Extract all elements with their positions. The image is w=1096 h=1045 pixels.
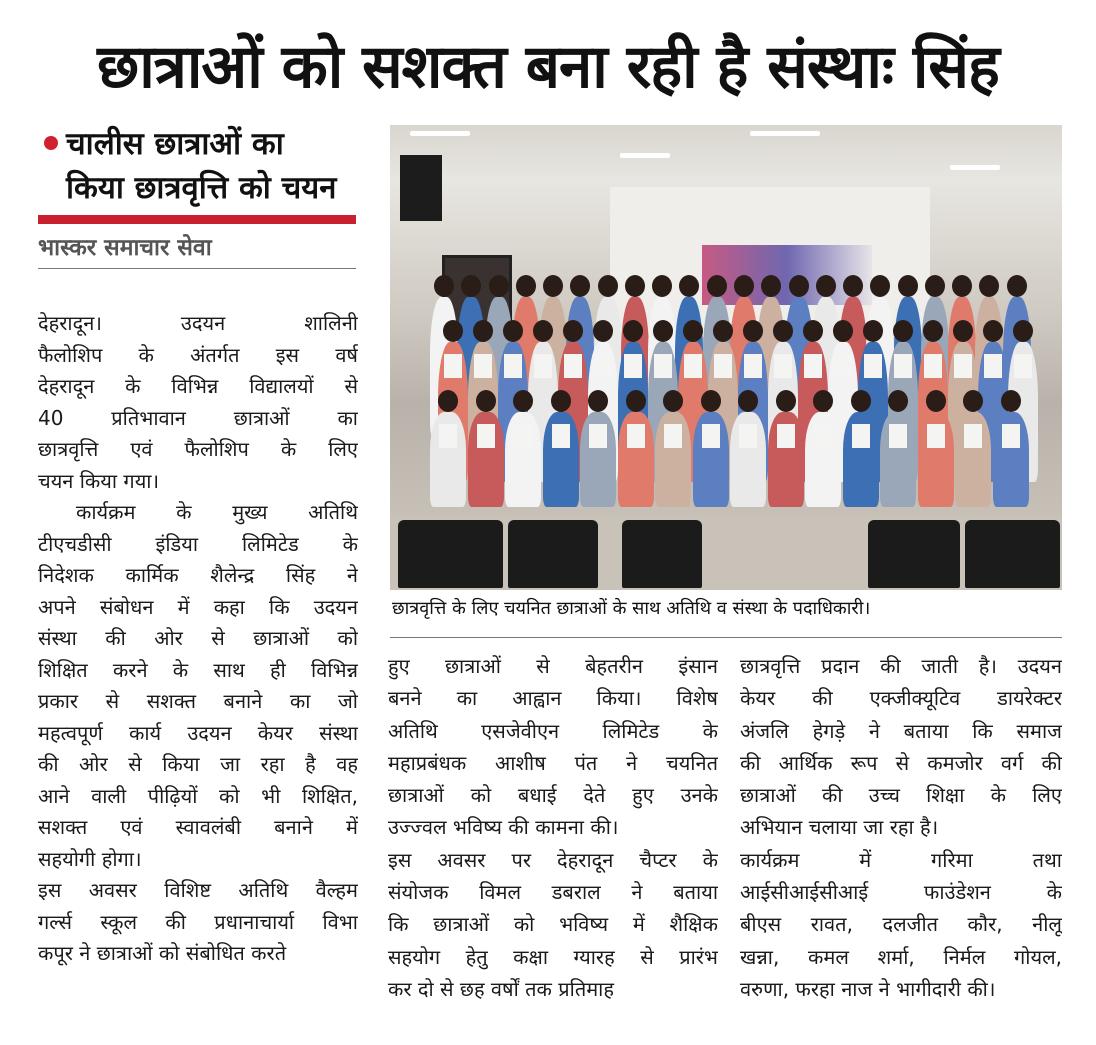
article-line: टीएचडीसी इंडिया लिमिटेड के <box>38 531 358 556</box>
head <box>926 390 946 412</box>
article-line: आने वाली पीढ़ियों को भी शिक्षित, <box>38 783 358 808</box>
ceiling-light <box>620 153 670 158</box>
head <box>434 275 454 297</box>
article-line: महाप्रबंधक आशीष पंत ने चयनित <box>388 750 718 775</box>
certificate <box>894 354 912 378</box>
certificate <box>594 354 612 378</box>
head <box>893 320 913 342</box>
head <box>843 275 863 297</box>
head <box>461 275 481 297</box>
head <box>707 275 727 297</box>
ceiling-light <box>950 165 1000 170</box>
subheadline <box>66 122 358 210</box>
head <box>953 320 973 342</box>
article-line: इस अवसर पर देहरादून चैप्टर के <box>388 847 718 872</box>
certificate <box>984 354 1002 378</box>
article-line: कार्यक्रम के मुख्य अतिथि <box>76 500 358 524</box>
article-line: सशक्त एवं स्वावलंबी बनाने में <box>38 815 358 839</box>
head <box>979 275 999 297</box>
head <box>738 390 758 412</box>
speaker <box>400 155 442 221</box>
article-line: देहरादून। उदयन शालिनी <box>38 311 358 335</box>
article-line: कार्यक्रम में गरिमा तथा <box>740 847 1062 872</box>
certificate <box>439 424 457 448</box>
head <box>543 275 563 297</box>
article-line: सहयोगी होगा। <box>38 846 142 871</box>
certificate <box>889 424 907 448</box>
head <box>701 390 721 412</box>
article-line: अंजलि हेगड़े ने बताया कि समाज <box>740 718 1062 743</box>
certificate <box>744 354 762 378</box>
accent-divider <box>38 215 356 224</box>
certificate <box>927 424 945 448</box>
chair <box>965 520 1060 588</box>
head <box>816 275 836 297</box>
head <box>563 320 583 342</box>
head <box>870 275 890 297</box>
head <box>1013 320 1033 342</box>
certificate <box>739 424 757 448</box>
byline: भास्कर समाचार सेवा <box>38 235 212 261</box>
ceiling-light <box>750 131 820 136</box>
head <box>489 275 509 297</box>
article-line: गर्ल्स स्कूल की प्रधानाचार्या विभा <box>38 909 358 934</box>
photo-caption: छात्रवृत्ति के लिए चयनित छात्राओं के साथ अतिथि व संस्था के पदाधिकारी। <box>392 598 871 619</box>
head <box>623 320 643 342</box>
certificate <box>964 424 982 448</box>
head <box>1007 275 1027 297</box>
article-column-1 <box>38 308 358 970</box>
head <box>570 275 590 297</box>
chair <box>508 520 598 588</box>
head <box>761 275 781 297</box>
article-line: की आर्थिक रूप से कमजोर वर्ग की <box>740 750 1062 775</box>
head <box>743 320 763 342</box>
head <box>963 390 983 412</box>
article-line: सहयोग हेतु कक्षा ग्यारह से प्रारंभ <box>388 944 718 969</box>
article-line: इस अवसर विशिष्ट अतिथि वैल्हम <box>38 878 358 902</box>
article-line: छात्रवृत्ति प्रदान की जाती है। उदयन <box>740 654 1062 678</box>
article-line: शिक्षित करने के साथ ही विभिन्न <box>38 657 358 682</box>
head <box>833 320 853 342</box>
certificate <box>864 354 882 378</box>
article-line: आईसीआईसीआई फाउंडेशन के <box>740 880 1062 905</box>
article-line: प्रकार से सशक्त बनाने का जो <box>38 689 358 713</box>
article-line: देहरादून के विभिन्न विद्यालयों से <box>38 374 358 398</box>
article-line: खन्ना, कमल शर्मा, निर्मल गोयल, <box>740 944 1062 969</box>
article-line: अपने संबोधन में कहा कि उदयन <box>38 594 358 619</box>
divider <box>390 637 1062 638</box>
article-line: वरुणा, फरहा नाज ने भागीदारी की। <box>740 976 996 1001</box>
article-line: महत्वपूर्ण कार्य उदयन केयर संस्था <box>38 720 358 745</box>
head <box>683 320 703 342</box>
head <box>443 320 463 342</box>
article-line: 40 प्रतिभावान छात्राओं का <box>38 405 358 430</box>
head <box>598 275 618 297</box>
head <box>438 390 458 412</box>
subheadline-line: चालीस छात्राओं का <box>66 126 284 162</box>
head <box>653 320 673 342</box>
certificate <box>714 354 732 378</box>
certificate <box>564 354 582 378</box>
head <box>952 275 972 297</box>
head <box>551 390 571 412</box>
article-line: निदेशक कार्मिक शैलेन्द्र सिंह ने <box>38 563 358 587</box>
bullet-dot-icon <box>44 136 58 150</box>
chair <box>398 520 503 588</box>
head <box>925 275 945 297</box>
article-line: हुए छात्राओं से बेहतरीन इंसान <box>388 654 718 678</box>
head <box>776 390 796 412</box>
article-line: संयोजक विमल डबराल ने बताया <box>388 880 718 905</box>
head <box>679 275 699 297</box>
article-line: बीएस रावत, दलजीत कौर, नीलू <box>740 912 1062 937</box>
head <box>713 320 733 342</box>
chair <box>622 520 702 588</box>
article-line: चयन किया गया। <box>38 468 160 493</box>
certificate <box>534 354 552 378</box>
certificate <box>954 354 972 378</box>
certificate <box>684 354 702 378</box>
head <box>626 390 646 412</box>
head <box>516 275 536 297</box>
article-line: अभियान चलाया जा रहा है। <box>740 815 939 840</box>
article-line: कपूर ने छात्राओं को संबोधित करते <box>38 941 287 965</box>
article-line: बनने का आह्वान किया। विशेष <box>388 686 718 711</box>
head <box>773 320 793 342</box>
subheadline-line: किया छात्रवृत्ति को चयन <box>66 170 337 206</box>
head <box>923 320 943 342</box>
certificate <box>514 424 532 448</box>
news-photo <box>390 125 1062 590</box>
head <box>513 390 533 412</box>
head <box>588 390 608 412</box>
article-line: कर दो से छह वर्षों तक प्रतिमाह <box>388 976 614 1001</box>
certificate <box>477 424 495 448</box>
head <box>803 320 823 342</box>
certificate <box>1014 354 1032 378</box>
certificate <box>664 424 682 448</box>
head <box>473 320 493 342</box>
head <box>503 320 523 342</box>
certificate <box>814 424 832 448</box>
article-line: उज्ज्वल भविष्य की कामना की। <box>388 815 619 840</box>
certificate <box>552 424 570 448</box>
head <box>888 390 908 412</box>
article-column-2 <box>388 650 718 1005</box>
certificate <box>504 354 522 378</box>
article-line: केयर की एक्जीक्यूटिव डायरेक्टर <box>740 686 1062 711</box>
certificate <box>702 424 720 448</box>
certificate <box>627 424 645 448</box>
head <box>851 390 871 412</box>
ceiling-light <box>410 131 470 136</box>
article-line: छात्रवृत्ति एवं फैलोशिप के लिए <box>38 437 358 461</box>
article-line: छात्राओं को बधाई देते हुए उनके <box>388 783 718 808</box>
head <box>813 390 833 412</box>
certificate <box>924 354 942 378</box>
certificate <box>589 424 607 448</box>
head <box>789 275 809 297</box>
article-line: फैलोशिप के अंतर्गत इस वर्ष <box>38 342 358 367</box>
head <box>663 390 683 412</box>
certificate <box>444 354 462 378</box>
divider <box>38 268 356 269</box>
certificate <box>774 354 792 378</box>
headline: छात्राओं को सशक्त बना रही है संस्थाः सिंह <box>97 32 999 102</box>
certificate <box>777 424 795 448</box>
head <box>476 390 496 412</box>
chair <box>868 520 960 588</box>
head <box>652 275 672 297</box>
certificate <box>834 354 852 378</box>
certificate <box>1002 424 1020 448</box>
head <box>734 275 754 297</box>
head <box>863 320 883 342</box>
article-column-3 <box>740 650 1062 1005</box>
certificate <box>804 354 822 378</box>
head <box>533 320 553 342</box>
head <box>983 320 1003 342</box>
head <box>625 275 645 297</box>
article-line: अतिथि एसजेवीएन लिमिटेड के <box>388 718 718 743</box>
certificate <box>474 354 492 378</box>
head <box>898 275 918 297</box>
article-line: कि छात्राओं को भविष्य में शैक्षिक <box>388 912 718 937</box>
certificate <box>654 354 672 378</box>
head <box>593 320 613 342</box>
article-line: छात्राओं की उच्च शिक्षा के लिए <box>740 783 1062 808</box>
article-line: की ओर से किया जा रहा है वह <box>38 752 358 776</box>
group-of-students <box>390 275 1062 525</box>
head <box>1001 390 1021 412</box>
certificate <box>852 424 870 448</box>
certificate <box>624 354 642 378</box>
article-line: संस्था की ओर से छात्राओं को <box>38 626 358 650</box>
